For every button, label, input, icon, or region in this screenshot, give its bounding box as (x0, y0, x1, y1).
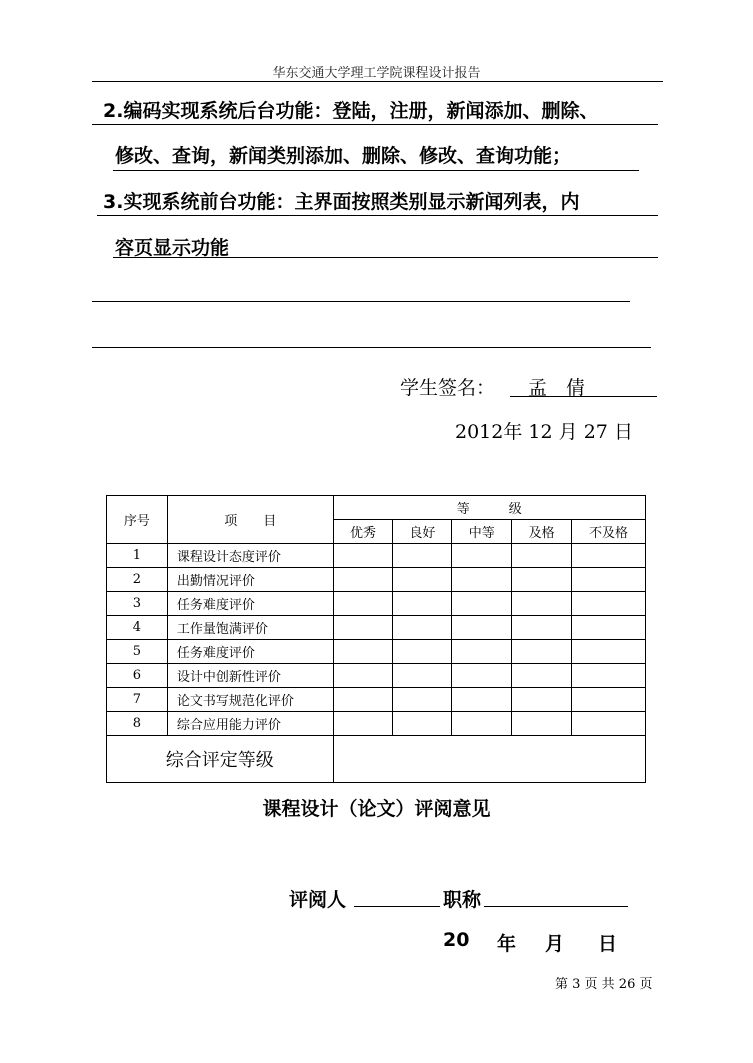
table-row (107, 664, 646, 688)
review-date-month-unit: 月 (545, 933, 565, 955)
grade-cell[interactable] (572, 664, 646, 688)
grade-cell[interactable] (452, 688, 512, 712)
row-item: 论文书写规范化评价 (167, 688, 333, 712)
row-item: 任务难度评价 (167, 640, 333, 664)
grade-table (106, 495, 646, 783)
col-header-no: 序号 (107, 496, 168, 544)
table-row (107, 688, 646, 712)
signature-label: 学生签名： (400, 377, 496, 399)
grade-cell[interactable] (333, 664, 393, 688)
level-excellent: 优秀 (333, 520, 393, 544)
level-fail: 不及格 (572, 520, 646, 544)
table-row (107, 544, 646, 568)
row-item: 任务难度评价 (167, 592, 333, 616)
grade-cell[interactable] (512, 592, 572, 616)
grade-cell[interactable] (572, 544, 646, 568)
row-item: 课程设计态度评价 (167, 544, 333, 568)
table-row (107, 592, 646, 616)
table-row (107, 616, 646, 640)
grade-cell[interactable] (452, 664, 512, 688)
grade-cell[interactable] (572, 568, 646, 592)
grade-cell[interactable] (512, 712, 572, 736)
grade-cell[interactable] (333, 592, 393, 616)
header-rule (92, 81, 663, 82)
grade-cell[interactable] (393, 712, 452, 736)
underline-2 (113, 170, 639, 171)
date-year-unit: 年 (503, 421, 523, 443)
page-number: 第 3 页 共 26 页 (555, 977, 653, 992)
overall-grade-label: 综合评定等级 (107, 736, 334, 783)
grade-cell[interactable] (512, 616, 572, 640)
date-day: 27 (583, 421, 608, 443)
body-line-1: 2.编码实现系统后台功能：登陆，注册，新闻添加、删除、 (103, 100, 599, 122)
position-label: 职称 (443, 889, 482, 911)
grade-cell[interactable] (333, 688, 393, 712)
row-no: 1 (107, 544, 168, 568)
row-item: 综合应用能力评价 (167, 712, 333, 736)
underline-1 (92, 124, 658, 125)
row-no: 2 (107, 568, 168, 592)
underline-4 (113, 257, 658, 258)
review-date-year: 20 (443, 929, 470, 951)
table-row (107, 568, 646, 592)
body-line-4: 容页显示功能 (115, 237, 230, 259)
row-item: 设计中创新性评价 (167, 664, 333, 688)
reviewer-field[interactable] (354, 906, 440, 907)
grade-cell[interactable] (333, 712, 393, 736)
grade-cell[interactable] (572, 616, 646, 640)
grade-cell[interactable] (512, 640, 572, 664)
signature-underline (510, 396, 657, 397)
date-month-unit: 月 (558, 421, 578, 443)
date-day-unit: 日 (613, 421, 633, 443)
row-no: 4 (107, 616, 168, 640)
underline-3 (97, 215, 658, 216)
grade-cell[interactable] (393, 616, 452, 640)
row-no: 7 (107, 688, 168, 712)
review-date-year-unit: 年 (497, 933, 517, 955)
row-item: 工作量饱满评价 (167, 616, 333, 640)
blank-line-1 (92, 301, 630, 302)
grade-cell[interactable] (512, 568, 572, 592)
grade-cell[interactable] (393, 592, 452, 616)
row-item: 出勤情况评价 (167, 568, 333, 592)
row-no: 3 (107, 592, 168, 616)
grade-cell[interactable] (452, 544, 512, 568)
grade-cell[interactable] (452, 568, 512, 592)
review-date-day-unit: 日 (598, 933, 618, 955)
date-month: 12 (528, 421, 553, 443)
grade-cell[interactable] (512, 664, 572, 688)
level-medium: 中等 (452, 520, 512, 544)
grade-cell[interactable] (452, 640, 512, 664)
table-row (107, 712, 646, 736)
body-line-2: 修改、查询，新闻类别添加、删除、修改、查询功能； (115, 145, 572, 167)
grade-cell[interactable] (333, 568, 393, 592)
row-no: 5 (107, 640, 168, 664)
reviewer-label: 评阅人 (289, 889, 347, 911)
page-header-title: 华东交通大学理工学院课程设计报告 (272, 66, 481, 81)
col-header-item: 项 目 (167, 496, 333, 544)
grade-cell[interactable] (333, 616, 393, 640)
grade-cell[interactable] (572, 688, 646, 712)
table-row (107, 640, 646, 664)
overall-grade-value[interactable] (333, 736, 645, 783)
col-header-grade: 等 级 (333, 496, 645, 520)
grade-cell[interactable] (393, 664, 452, 688)
grade-cell[interactable] (333, 544, 393, 568)
grade-cell[interactable] (452, 592, 512, 616)
grade-cell[interactable] (393, 640, 452, 664)
level-pass: 及格 (512, 520, 572, 544)
row-no: 8 (107, 712, 168, 736)
grade-cell[interactable] (393, 688, 452, 712)
grade-cell[interactable] (512, 544, 572, 568)
blank-line-2 (92, 347, 651, 348)
sign-date (455, 417, 633, 444)
grade-cell[interactable] (393, 544, 452, 568)
body-line-3: 3.实现系统前台功能：主界面按照类别显示新闻列表，内 (103, 191, 580, 213)
review-title: 课程设计（论文）评阅意见 (262, 798, 491, 820)
grade-cell[interactable] (572, 592, 646, 616)
grade-cell[interactable] (512, 688, 572, 712)
grade-cell[interactable] (452, 712, 512, 736)
grade-cell[interactable] (333, 640, 393, 664)
level-good: 良好 (393, 520, 452, 544)
grade-cell[interactable] (452, 616, 512, 640)
grade-cell[interactable] (572, 640, 646, 664)
date-year: 2012 (455, 421, 504, 443)
signature-name: 孟 倩 (528, 377, 586, 399)
position-field[interactable] (484, 906, 628, 907)
row-no: 6 (107, 664, 168, 688)
grade-cell[interactable] (572, 712, 646, 736)
grade-cell[interactable] (393, 568, 452, 592)
